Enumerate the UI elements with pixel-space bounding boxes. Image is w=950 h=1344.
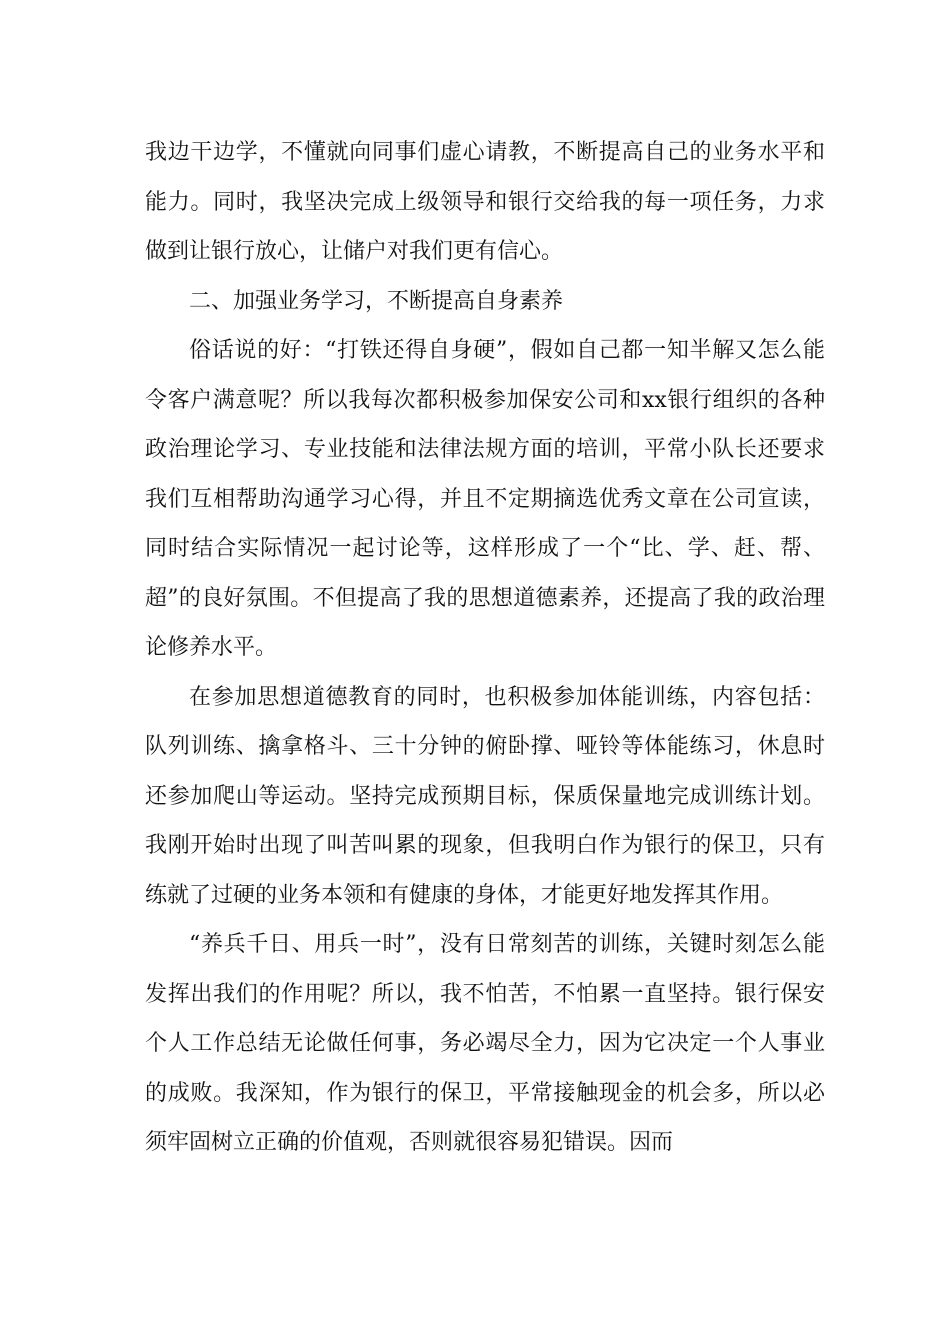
paragraph-training: 在参加思想道德教育的同时，也积极参加体能训练，内容包括：队列训练、擒拿格斗、三十分钟的俯卧撑、哑铃等体能练习，休息时还参加爬山等运动。坚持完成预期目标，保质保量地完成训练计划。我刚开始时出现了叫苦叫累的现象，但我明白作为银行的保卫，只有练就了过硬的业务本领和有健康的身体，才能更好地发挥其作用。	[145, 684, 825, 908]
paragraph-continuation: 我边干边学，不懂就向同事们虚心请教，不断提高自己的业务水平和能力。同时，我坚决完成上级领导和银行交给我的每一项任务，力求做到让银行放心，让储户对我们更有信心。	[145, 140, 825, 264]
document-body	[145, 128, 825, 1168]
paragraph-study: 俗话说的好：“打铁还得自身硬”，假如自己都一知半解又怎么能令客户满意呢？所以我每次都积极参加保安公司和xx银行组织的各种政治理论学习、专业技能和法律法规方面的培训，平常小队长还要求我们互相帮助沟通学习心得，并且不定期摘选优秀文章在公司宣读，同时结合实际情况一起讨论等，这样形成了一个“比、学、赶、帮、超”的良好氛围。不但提高了我的思想道德素养，还提高了我的政治理论修养水平。	[145, 338, 825, 660]
section-heading: 二、加强业务学习，不断提高自身素养	[189, 288, 564, 314]
paragraph-persistence: “养兵千日、用兵一时”，没有日常刻苦的训练，关键时刻怎么能发挥出我们的作用呢？所以，我不怕苦，不怕累一直坚持。银行保安个人工作总结无论做任何事，务必竭尽全力，因为它决定一个人事业的成败。我深知，作为银行的保卫，平常接触现金的机会多，所以必须牢固树立正确的价值观，否则就很容易犯错误。因而	[145, 932, 825, 1155]
